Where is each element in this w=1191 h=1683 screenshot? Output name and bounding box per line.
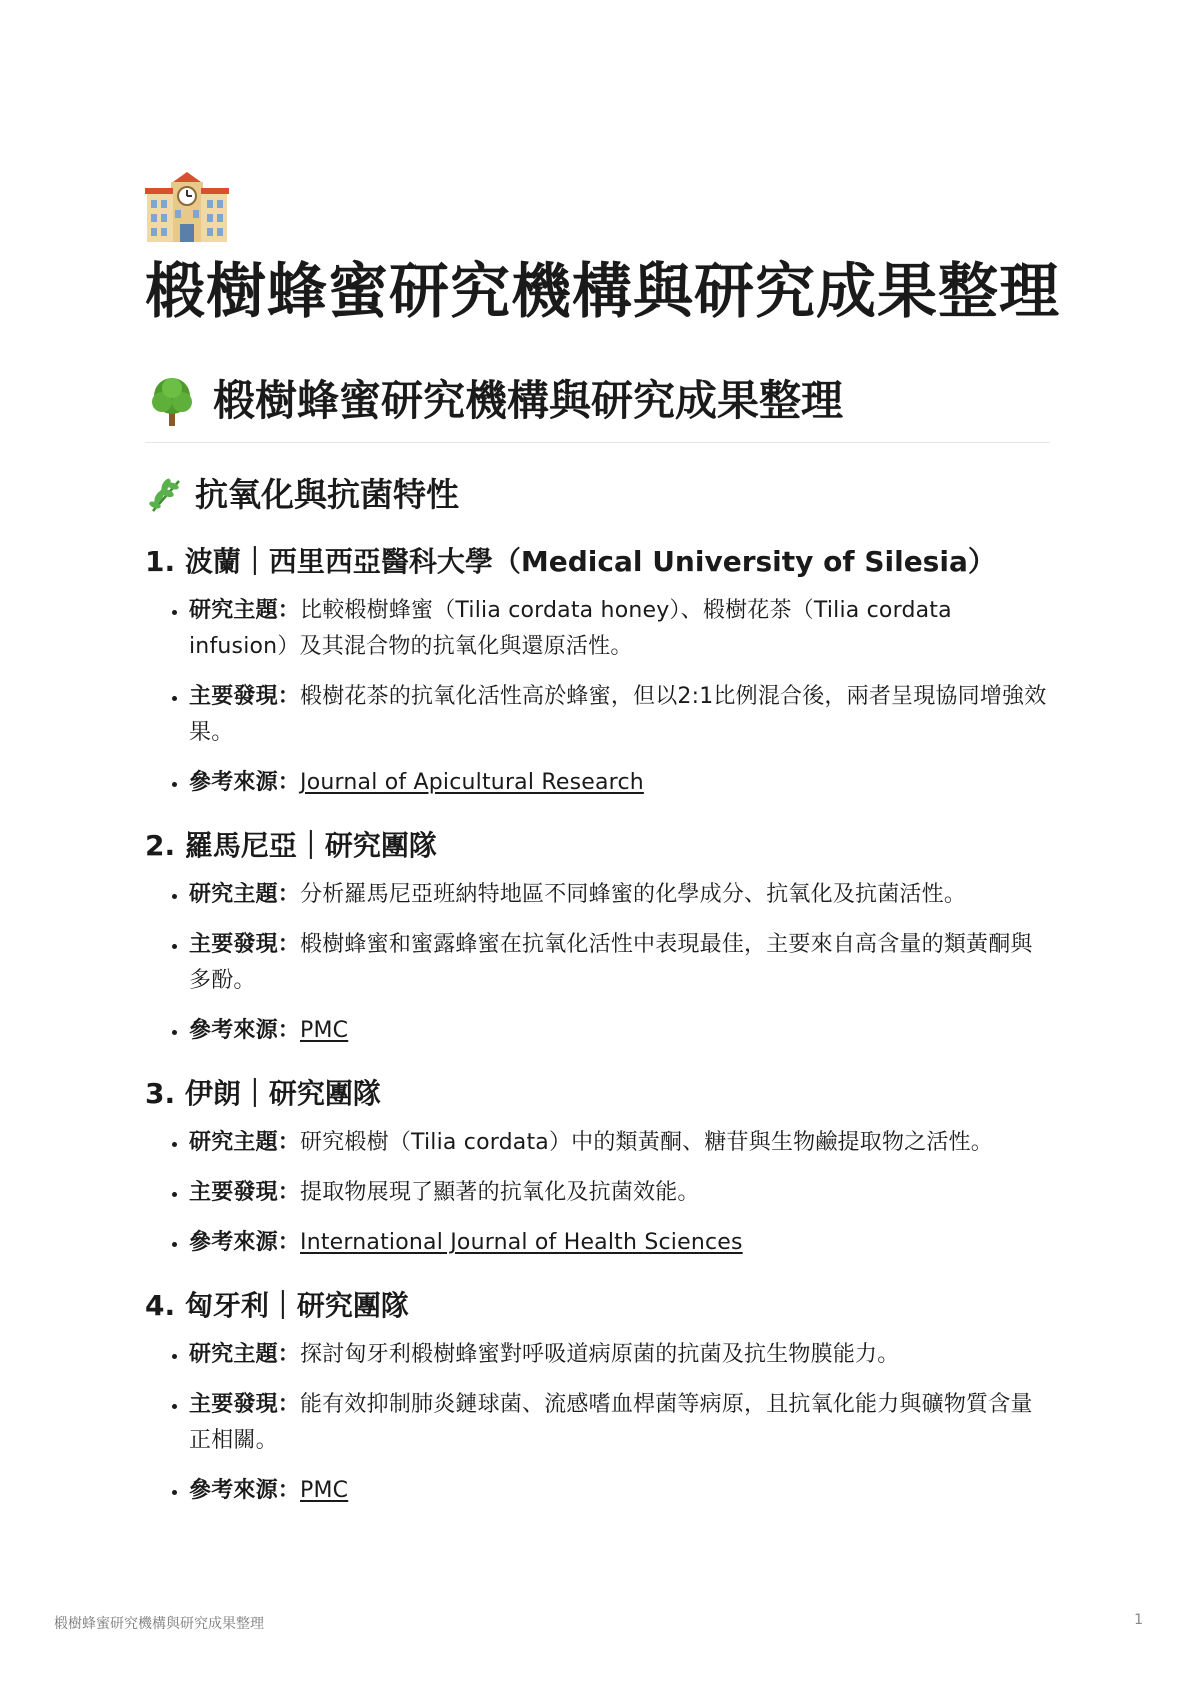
topic-label: 研究主題：: [189, 882, 301, 907]
list-item: [189, 1387, 1050, 1459]
list-item: [189, 1473, 1050, 1509]
source-link[interactable]: Journal of Apicultural Research: [300, 770, 644, 795]
entry-list: [145, 877, 1050, 1049]
finding-label: 主要發現：: [189, 1392, 301, 1417]
entry-heading: 4. 匈牙利｜研究團隊: [145, 1289, 409, 1322]
topic-label: 研究主題：: [189, 598, 301, 623]
source-label: 參考來源：: [189, 770, 301, 795]
page-number: 1: [1134, 1612, 1143, 1628]
source-link[interactable]: PMC: [300, 1018, 349, 1043]
herb-icon: [145, 475, 185, 515]
finding-text: 提取物展現了顯著的抗氧化及抗菌效能。: [300, 1180, 700, 1205]
subsection-title: 抗氧化與抗菌特性: [195, 475, 459, 514]
source-label: 參考來源：: [189, 1478, 301, 1503]
section-heading: [145, 374, 1050, 428]
school-building-icon: [145, 168, 229, 242]
topic-label: 研究主題：: [189, 1342, 301, 1367]
entry-heading: 2. 羅馬尼亞｜研究團隊: [145, 829, 437, 862]
finding-label: 主要發現：: [189, 932, 301, 957]
finding-text: 能有效抑制肺炎鏈球菌、流感嗜血桿菌等病原，且抗氧化能力與礦物質含量正相關。: [189, 1392, 1033, 1453]
entry-list: [145, 1337, 1050, 1509]
topic-text: 分析羅馬尼亞班納特地區不同蜂蜜的化學成分、抗氧化及抗菌活性。: [300, 882, 967, 907]
entry-list: [145, 1125, 1050, 1261]
deciduous-tree-icon: [145, 374, 199, 428]
entry-list: [145, 593, 1050, 801]
document-page: [145, 168, 1060, 1523]
list-item: [189, 1013, 1050, 1049]
list-item: [189, 877, 1050, 913]
list-item: [189, 765, 1050, 801]
divider: [145, 442, 1050, 443]
list-item: [189, 1125, 1050, 1161]
topic-text: 研究椴樹（Tilia cordata）中的類黃酮、糖苷與生物鹼提取物之活性。: [300, 1130, 993, 1155]
source-label: 參考來源：: [189, 1230, 301, 1255]
list-item: [189, 1337, 1050, 1373]
source-link[interactable]: International Journal of Health Sciences: [300, 1230, 743, 1255]
subsection-heading: [145, 473, 1050, 517]
entry-heading: 1. 波蘭｜西里西亞醫科大學（Medical University of Silesia）: [145, 545, 996, 578]
list-item: [189, 593, 1050, 665]
source-link[interactable]: PMC: [300, 1478, 349, 1503]
finding-text: 椴樹花茶的抗氧化活性高於蜂蜜，但以2:1比例混合後，兩者呈現協同增強效果。: [189, 684, 1047, 745]
finding-label: 主要發現：: [189, 1180, 301, 1205]
page-title: 椴樹蜂蜜研究機構與研究成果整理: [145, 257, 1060, 327]
topic-label: 研究主題：: [189, 1130, 301, 1155]
list-item: [189, 679, 1050, 751]
list-item: [189, 1175, 1050, 1211]
source-label: 參考來源：: [189, 1018, 301, 1043]
topic-text: 探討匈牙利椴樹蜂蜜對呼吸道病原菌的抗菌及抗生物膜能力。: [300, 1342, 900, 1367]
list-item: [189, 927, 1050, 999]
topic-text: 比較椴樹蜂蜜（Tilia cordata honey）、椴樹花茶（Tilia cordata infusion）及其混合物的抗氧化與還原活性。: [189, 598, 952, 659]
entry-heading: 3. 伊朗｜研究團隊: [145, 1077, 381, 1110]
footer-title: 椴樹蜂蜜研究機構與研究成果整理: [54, 1616, 264, 1632]
finding-text: 椴樹蜂蜜和蜜露蜂蜜在抗氧化活性中表現最佳，主要來自高含量的類黃酮與多酚。: [189, 932, 1033, 993]
section-title: 椴樹蜂蜜研究機構與研究成果整理: [213, 376, 844, 425]
finding-label: 主要發現：: [189, 684, 301, 709]
list-item: [189, 1225, 1050, 1261]
